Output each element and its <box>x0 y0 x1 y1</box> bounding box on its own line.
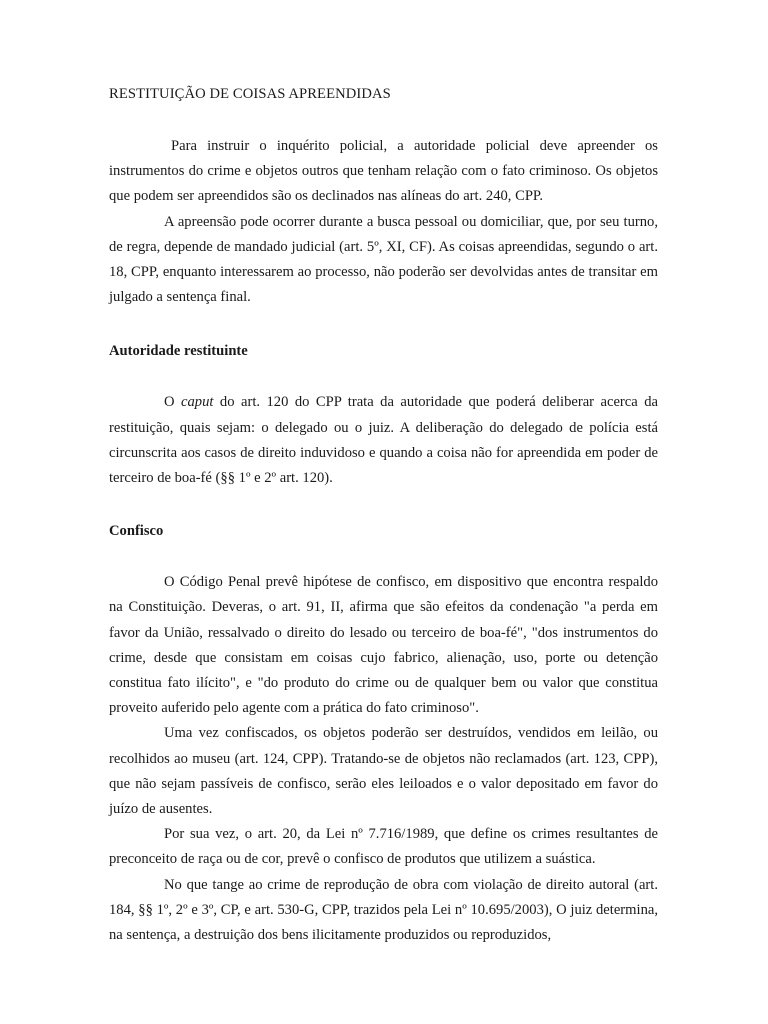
document-title: RESTITUIÇÃO DE COISAS APREENDIDAS <box>109 86 391 102</box>
confisco-paragraph-3: Por sua vez, o art. 20, da Lei nº 7.716/1989, que define os crimes resultantes de preconceito de raça ou de cor, prevê o confisco de produtos que utilizem a suástica. <box>109 826 658 868</box>
section-spacer <box>109 491 658 521</box>
autoridade-paragraph-1 <box>109 390 658 491</box>
section-heading-confisco: Confisco <box>109 523 164 540</box>
intro-paragraph-2: A apreensão pode ocorrer durante a busca pessoal ou domiciliar, que, por seu turno, de regra, depende de mandado judicial (art. 5º, XI, CF). As coisas apreendidas, segundo o art. 18, CPP, enquanto interessarem ao processo, não poderão ser devolvidas antes de transitar em julgado a sentença final. <box>109 213 658 306</box>
autoridade-text-after: do art. 120 do CPP trata da autoridade que poderá deliberar acerca da restituição, quais sejam: o delegado ou o juiz. A deliberação do delegado de polícia está circunscrita aos casos de direito induvidoso e quando a coisa não for apreendida em poder de terceiro de boa-fé (§§ 1º e 2º art. 120). <box>109 394 658 487</box>
confisco-paragraph-2: Uma vez confiscados, os objetos poderão ser destruídos, vendidos em leilão, ou recolhidos ao museu (art. 124, CPP). Tratando-se de objetos não reclamados (art. 123, CPP), que não sejam passíveis de confisco, serão eles leiloados e o valor depositado em favor do juízo de ausentes. <box>109 725 658 818</box>
intro-paragraph-1: Para instruir o inquérito policial, a autoridade policial deve apreender os instrumentos do crime e objetos outros que tenham relação com o fato criminoso. Os objetos que podem ser apreendidos são os declinados nas alíneas do art. 240, CPP. <box>109 138 658 205</box>
section-heading-autoridade: Autoridade restituinte <box>109 343 248 360</box>
document-page <box>109 84 658 948</box>
confisco-paragraph-4: No que tange ao crime de reprodução de obra com violação de direito autoral (art. 184, §§ 1º, 2º e 3º, CP, e art. 530-G, CPP, trazidos pela Lei nº 10.695/2003), O juiz determina, na sentença, a destruição dos bens ilicitamente produzidos ou reproduzidos, <box>109 876 658 944</box>
autoridade-text-before: O <box>164 394 182 411</box>
section-spacer <box>109 310 658 341</box>
caput-italic: caput <box>181 394 214 411</box>
confisco-paragraph-1: O Código Penal prevê hipótese de confisco, em dispositivo que encontra respaldo na Constituição. Deveras, o art. 91, II, afirma que são efeitos da condenação "a perda em favor da União, ressalvado o direito do lesado ou terceiro de boa-fé", "dos instrumentos do crime, desde que consistam em coisas cujo fabrico, alienação, uso, porte ou detenção constitua fato ilícito", e "do produto do crime ou de qualquer bem ou valor que constitua proveito auferido pelo agente com a prática do fato criminoso". <box>109 574 658 717</box>
